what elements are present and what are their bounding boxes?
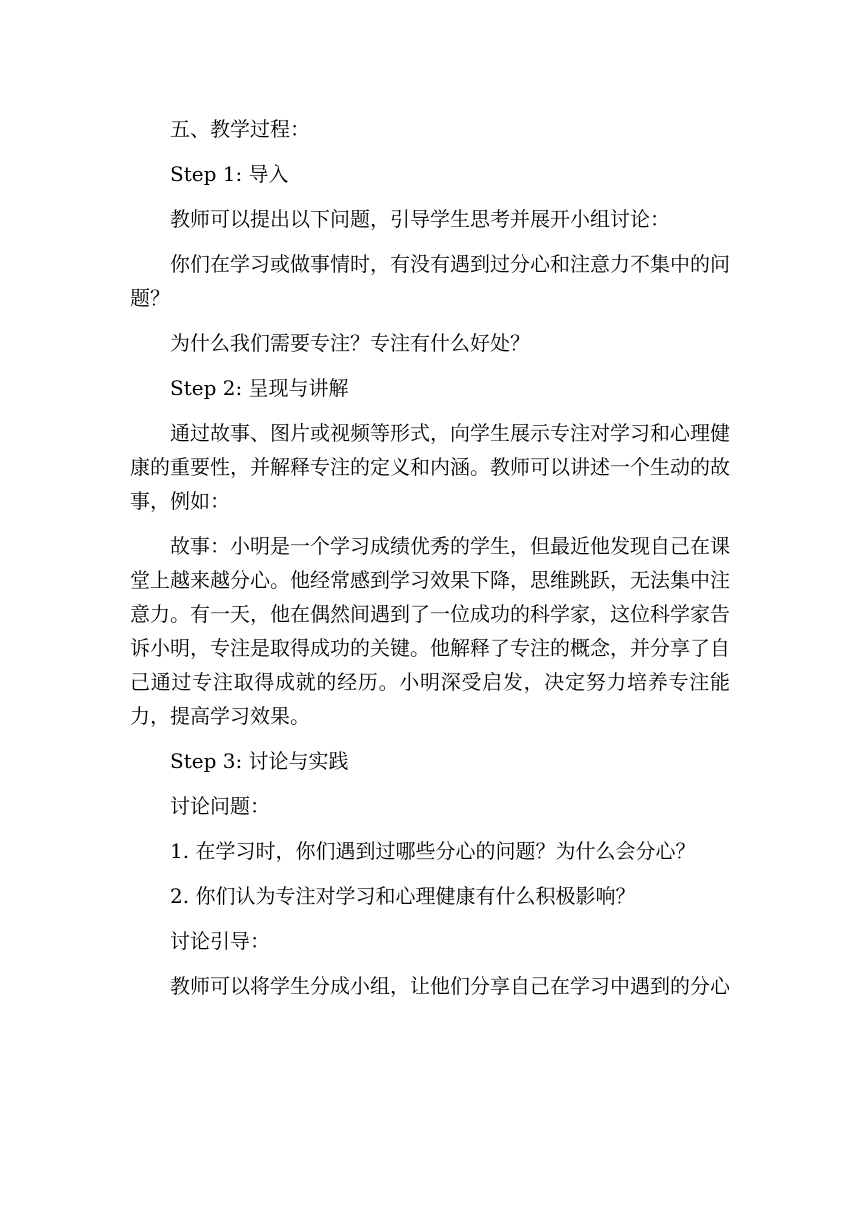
story-paragraph: 故事：小明是一个学习成绩优秀的学生，但最近他发现自己在课堂上越来越分心。他经常感到学习效果下降，思维跳跃，无法集中注意力。有一天，他在偶然间遇到了一位成功的科学家，这位科学家告诉小明，专注是取得成功的关键。他解释了专注的概念，并分享了自己通过专注取得成就的经历。小明深受启发，决定努力培养专注能力，提高学习效果。 bbox=[130, 534, 730, 728]
list-item: 2. 你们认为专注对学习和心理健康有什么积极影响？ bbox=[170, 884, 636, 908]
paragraph: 讨论问题： bbox=[170, 794, 270, 818]
list-item: 1. 在学习时，你们遇到过哪些分心的问题？为什么会分心？ bbox=[170, 839, 696, 863]
paragraph: 为什么我们需要专注？专注有什么好处？ bbox=[170, 331, 530, 355]
paragraph: 教师可以提出以下问题，引导学生思考并展开小组讨论： bbox=[170, 207, 670, 231]
paragraph: 你们在学习或做事情时，有没有遇到过分心和注意力不集中的问题？ bbox=[130, 252, 730, 310]
paragraph: 讨论引导： bbox=[170, 929, 270, 953]
section-heading: 五、教学过程： bbox=[170, 117, 310, 141]
step-heading: Step 2: 呈现与讲解 bbox=[170, 376, 349, 400]
paragraph: 教师可以将学生分成小组，让他们分享自己在学习中遇到的分心 bbox=[170, 974, 730, 998]
step-heading: Step 3: 讨论与实践 bbox=[170, 749, 349, 773]
document-body bbox=[130, 112, 730, 1003]
paragraph: 通过故事、图片或视频等形式，向学生展示专注对学习和心理健康的重要性，并解释专注的定义和内涵。教师可以讲述一个生动的故事，例如： bbox=[130, 421, 730, 513]
step-heading: Step 1: 导入 bbox=[170, 162, 289, 186]
